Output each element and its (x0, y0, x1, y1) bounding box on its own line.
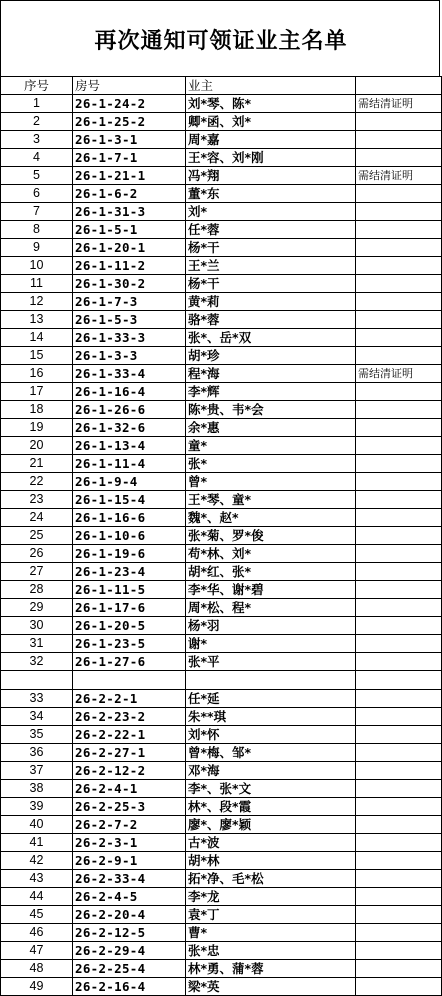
row-note: 需结清证明 (356, 365, 442, 383)
header-room: 房号 (73, 77, 186, 95)
row-owner-names: 曾* (186, 473, 356, 491)
table-row (1, 635, 442, 653)
row-note (356, 960, 442, 978)
table-row (1, 131, 442, 149)
row-owner-names: 刘* (186, 203, 356, 221)
row-note (356, 545, 442, 563)
row-number: 45 (1, 906, 73, 924)
row-room-number: 26-1-24-2 (73, 95, 186, 113)
row-note (356, 437, 442, 455)
row-note (356, 131, 442, 149)
row-room-number: 26-2-25-3 (73, 798, 186, 816)
table-row (1, 293, 442, 311)
row-room-number: 26-1-7-3 (73, 293, 186, 311)
row-note (356, 491, 442, 509)
row-note (356, 635, 442, 653)
row-number: 35 (1, 726, 73, 744)
table-row (1, 744, 442, 762)
row-owner-names: 任*蓉 (186, 221, 356, 239)
row-owner-names: 杨*干 (186, 275, 356, 293)
row-room-number: 26-2-3-1 (73, 834, 186, 852)
row-room-number: 26-1-5-3 (73, 311, 186, 329)
row-owner-names: 曹* (186, 924, 356, 942)
row-number: 26 (1, 545, 73, 563)
row-room-number: 26-1-20-1 (73, 239, 186, 257)
row-note (356, 617, 442, 635)
row-owner-names (186, 671, 356, 690)
row-owner-names: 胡*珍 (186, 347, 356, 365)
row-owner-names: 王*琴、童* (186, 491, 356, 509)
row-note (356, 798, 442, 816)
row-note (356, 924, 442, 942)
row-number: 31 (1, 635, 73, 653)
row-room-number: 26-2-4-5 (73, 888, 186, 906)
table-row (1, 816, 442, 834)
table-row (1, 780, 442, 798)
row-room-number: 26-1-9-4 (73, 473, 186, 491)
row-room-number: 26-2-27-1 (73, 744, 186, 762)
row-number: 9 (1, 239, 73, 257)
row-owner-names: 胡*林 (186, 852, 356, 870)
row-room-number: 26-1-10-6 (73, 527, 186, 545)
row-number: 40 (1, 816, 73, 834)
row-note (356, 527, 442, 545)
row-note: 需结清证明 (356, 167, 442, 185)
row-owner-names: 刘*琴、陈* (186, 95, 356, 113)
row-room-number: 26-2-22-1 (73, 726, 186, 744)
row-number: 6 (1, 185, 73, 203)
row-note (356, 221, 442, 239)
table-row (1, 257, 442, 275)
row-owner-names: 魏*、赵* (186, 509, 356, 527)
row-number: 23 (1, 491, 73, 509)
row-note (356, 653, 442, 671)
row-note: 需结清证明 (356, 95, 442, 113)
table-row (1, 383, 442, 401)
row-number: 21 (1, 455, 73, 473)
row-note (356, 671, 442, 690)
table-row (1, 527, 442, 545)
row-number: 17 (1, 383, 73, 401)
row-number: 11 (1, 275, 73, 293)
row-room-number: 26-2-29-4 (73, 942, 186, 960)
row-owner-names: 古*波 (186, 834, 356, 852)
row-number: 8 (1, 221, 73, 239)
row-owner-names: 廖*、廖*颖 (186, 816, 356, 834)
row-room-number: 26-1-17-6 (73, 599, 186, 617)
row-room-number: 26-2-16-4 (73, 978, 186, 996)
row-note (356, 401, 442, 419)
table-row (1, 221, 442, 239)
row-owner-names: 冯*翔 (186, 167, 356, 185)
table-row (1, 762, 442, 780)
row-owner-names: 杨*羽 (186, 617, 356, 635)
row-note (356, 744, 442, 762)
row-owner-names: 刘*怀 (186, 726, 356, 744)
row-number: 4 (1, 149, 73, 167)
row-number: 36 (1, 744, 73, 762)
table-row (1, 95, 442, 113)
table-row (1, 834, 442, 852)
row-room-number: 26-1-25-2 (73, 113, 186, 131)
row-note (356, 599, 442, 617)
row-note (356, 563, 442, 581)
row-owner-names: 周*嘉 (186, 131, 356, 149)
row-owner-names: 林*、段*霞 (186, 798, 356, 816)
row-note (356, 275, 442, 293)
row-owner-names: 李*龙 (186, 888, 356, 906)
header-no: 序号 (1, 77, 73, 95)
table-row (1, 437, 442, 455)
row-owner-names: 黄*莉 (186, 293, 356, 311)
row-room-number (73, 671, 186, 690)
row-room-number: 26-1-21-1 (73, 167, 186, 185)
row-owner-names: 李*辉 (186, 383, 356, 401)
row-note (356, 581, 442, 599)
table-row (1, 401, 442, 419)
row-number: 24 (1, 509, 73, 527)
table-row (1, 852, 442, 870)
table-row (1, 888, 442, 906)
row-room-number: 26-2-7-2 (73, 816, 186, 834)
row-note (356, 293, 442, 311)
page-title: 再次通知可领证业主名单 (94, 28, 348, 54)
row-note (356, 726, 442, 744)
row-room-number: 26-1-5-1 (73, 221, 186, 239)
row-note (356, 906, 442, 924)
row-note (356, 383, 442, 401)
row-number: 37 (1, 762, 73, 780)
row-room-number: 26-2-12-5 (73, 924, 186, 942)
table-row (1, 942, 442, 960)
table-row (1, 419, 442, 437)
row-note (356, 257, 442, 275)
row-room-number: 26-1-23-4 (73, 563, 186, 581)
table-row (1, 617, 442, 635)
row-note (356, 185, 442, 203)
row-number: 3 (1, 131, 73, 149)
row-owner-names: 李*华、谢*碧 (186, 581, 356, 599)
row-room-number: 26-1-7-1 (73, 149, 186, 167)
row-owner-names: 王*容、刘*刚 (186, 149, 356, 167)
row-number: 2 (1, 113, 73, 131)
row-note (356, 762, 442, 780)
row-note (356, 149, 442, 167)
table-row (1, 185, 442, 203)
row-note (356, 239, 442, 257)
table-row (1, 239, 442, 257)
row-note (356, 203, 442, 221)
row-number: 47 (1, 942, 73, 960)
table-row (1, 798, 442, 816)
table-row (1, 167, 442, 185)
table-row (1, 978, 442, 996)
row-number: 34 (1, 708, 73, 726)
row-number: 32 (1, 653, 73, 671)
row-owner-names: 曾*梅、邹* (186, 744, 356, 762)
row-note (356, 311, 442, 329)
row-number: 48 (1, 960, 73, 978)
row-owner-names: 朱**琪 (186, 708, 356, 726)
row-room-number: 26-1-20-5 (73, 617, 186, 635)
row-number: 22 (1, 473, 73, 491)
row-owner-names: 任*延 (186, 690, 356, 708)
row-number: 43 (1, 870, 73, 888)
row-number: 13 (1, 311, 73, 329)
table-row (1, 347, 442, 365)
row-note (356, 978, 442, 996)
table-header-row (1, 77, 442, 95)
row-note (356, 780, 442, 798)
table-row (1, 690, 442, 708)
row-room-number: 26-2-2-1 (73, 690, 186, 708)
row-owner-names: 张*、岳*双 (186, 329, 356, 347)
row-owner-names: 卿*函、刘* (186, 113, 356, 131)
row-number (1, 671, 73, 690)
row-room-number: 26-2-12-2 (73, 762, 186, 780)
row-number: 46 (1, 924, 73, 942)
row-room-number: 26-1-27-6 (73, 653, 186, 671)
table-row (1, 924, 442, 942)
row-owner-names: 谢* (186, 635, 356, 653)
row-owner-names: 李*、张*文 (186, 780, 356, 798)
table-row (1, 491, 442, 509)
row-number: 16 (1, 365, 73, 383)
row-owner-names: 邓*海 (186, 762, 356, 780)
row-owner-names: 袁*丁 (186, 906, 356, 924)
row-owner-names: 胡*红、张* (186, 563, 356, 581)
row-room-number: 26-1-11-5 (73, 581, 186, 599)
row-room-number: 26-1-16-4 (73, 383, 186, 401)
row-owner-names: 余*惠 (186, 419, 356, 437)
row-note (356, 473, 442, 491)
row-room-number: 26-1-31-3 (73, 203, 186, 221)
table-row (1, 203, 442, 221)
table-row (1, 563, 442, 581)
row-room-number: 26-1-11-2 (73, 257, 186, 275)
row-number: 41 (1, 834, 73, 852)
row-number: 18 (1, 401, 73, 419)
table-row (1, 509, 442, 527)
row-room-number: 26-1-19-6 (73, 545, 186, 563)
row-number: 42 (1, 852, 73, 870)
row-note (356, 942, 442, 960)
row-number: 49 (1, 978, 73, 996)
table-row (1, 455, 442, 473)
row-owner-names: 骆*蓉 (186, 311, 356, 329)
row-owner-names: 梁*英 (186, 978, 356, 996)
row-owner-names: 张*平 (186, 653, 356, 671)
row-owner-names: 张*菊、罗*俊 (186, 527, 356, 545)
table-row (1, 960, 442, 978)
row-number: 25 (1, 527, 73, 545)
row-room-number: 26-1-11-4 (73, 455, 186, 473)
table-row (1, 870, 442, 888)
table-row (1, 275, 442, 293)
row-number: 7 (1, 203, 73, 221)
row-owner-names: 林*勇、蒲*蓉 (186, 960, 356, 978)
row-number: 1 (1, 95, 73, 113)
row-note (356, 509, 442, 527)
row-room-number: 26-1-6-2 (73, 185, 186, 203)
table-row (1, 149, 442, 167)
row-number: 27 (1, 563, 73, 581)
row-room-number: 26-1-3-3 (73, 347, 186, 365)
row-owner-names: 张*忠 (186, 942, 356, 960)
header-note (356, 77, 442, 95)
row-room-number: 26-2-9-1 (73, 852, 186, 870)
row-number: 19 (1, 419, 73, 437)
table-row (1, 708, 442, 726)
row-room-number: 26-1-33-3 (73, 329, 186, 347)
row-number: 38 (1, 780, 73, 798)
row-owner-names: 童* (186, 437, 356, 455)
row-room-number: 26-1-13-4 (73, 437, 186, 455)
row-room-number: 26-1-26-6 (73, 401, 186, 419)
row-room-number: 26-1-15-4 (73, 491, 186, 509)
row-owner-names: 杨*干 (186, 239, 356, 257)
row-number: 44 (1, 888, 73, 906)
row-number: 20 (1, 437, 73, 455)
table-row (1, 906, 442, 924)
table-row (1, 329, 442, 347)
row-number: 28 (1, 581, 73, 599)
row-room-number: 26-1-32-6 (73, 419, 186, 437)
owner-table (0, 76, 442, 996)
row-note (356, 455, 442, 473)
row-number: 30 (1, 617, 73, 635)
row-owner-names: 苟*林、刘* (186, 545, 356, 563)
row-note (356, 419, 442, 437)
row-note (356, 834, 442, 852)
row-number: 39 (1, 798, 73, 816)
row-room-number: 26-2-25-4 (73, 960, 186, 978)
row-number: 5 (1, 167, 73, 185)
row-note (356, 870, 442, 888)
row-owner-names: 王*兰 (186, 257, 356, 275)
row-room-number: 26-1-23-5 (73, 635, 186, 653)
row-note (356, 113, 442, 131)
row-note (356, 329, 442, 347)
table-row (1, 473, 442, 491)
table-row (1, 365, 442, 383)
row-number: 29 (1, 599, 73, 617)
table-row (1, 545, 442, 563)
row-note (356, 888, 442, 906)
row-note (356, 347, 442, 365)
table-spacer-row (1, 671, 442, 690)
row-note (356, 816, 442, 834)
row-owner-names: 程*海 (186, 365, 356, 383)
table-row (1, 599, 442, 617)
table-row (1, 581, 442, 599)
row-room-number: 26-2-4-1 (73, 780, 186, 798)
table-row (1, 726, 442, 744)
row-room-number: 26-1-33-4 (73, 365, 186, 383)
row-owner-names: 周*松、程* (186, 599, 356, 617)
row-room-number: 26-1-3-1 (73, 131, 186, 149)
row-number: 33 (1, 690, 73, 708)
row-owner-names: 陈*贵、韦*会 (186, 401, 356, 419)
row-room-number: 26-2-23-2 (73, 708, 186, 726)
table-row (1, 113, 442, 131)
header-owner: 业主 (186, 77, 356, 95)
row-room-number: 26-2-20-4 (73, 906, 186, 924)
row-number: 12 (1, 293, 73, 311)
row-note (356, 690, 442, 708)
table-row (1, 653, 442, 671)
row-note (356, 852, 442, 870)
row-room-number: 26-1-16-6 (73, 509, 186, 527)
row-note (356, 708, 442, 726)
table-row (1, 311, 442, 329)
row-room-number: 26-1-30-2 (73, 275, 186, 293)
row-number: 15 (1, 347, 73, 365)
row-number: 10 (1, 257, 73, 275)
row-number: 14 (1, 329, 73, 347)
row-owner-names: 董*东 (186, 185, 356, 203)
row-owner-names: 拓*净、毛*松 (186, 870, 356, 888)
row-room-number: 26-2-33-4 (73, 870, 186, 888)
row-owner-names: 张* (186, 455, 356, 473)
